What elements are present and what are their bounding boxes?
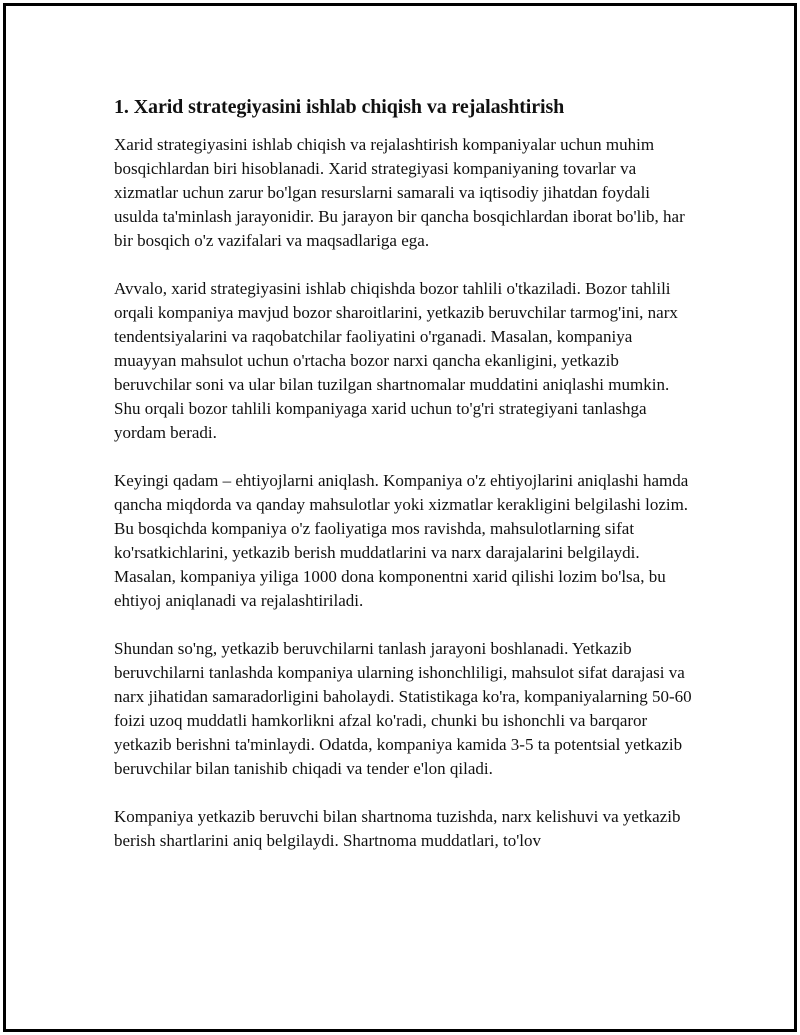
section-heading: 1. Xarid strategiyasini ishlab chiqish va rejalashtirish	[114, 96, 565, 118]
paragraph-2: Avvalo, xarid strategiyasini ishlab chiqishda bozor tahlili o'tkaziladi. Bozor tahlili orqali kompaniya mavjud bozor sharoitlarini, yetkazib beruvchilar tarmog'ini, narx tendentsiyalarini va raqobatchilar faoliyatini o'rganadi. Masalan, kompaniya muayyan mahsulot uchun o'rtacha bozor narxi qancha ekanligini, yetkazib beruvchilar soni va ular bilan tuzilgan shartnomalar muddatini aniqlashi mumkin. Shu orqali bozor tahlili kompaniyaga xarid uchun to'g'ri strategiyani tanlashga yordam beradi.	[114, 279, 678, 442]
document-body	[114, 93, 694, 877]
paragraph-3: Keyingi qadam – ehtiyojlarni aniqlash. Kompaniya o'z ehtiyojlarini aniqlashi hamda qancha miqdorda va qanday mahsulotlar yoki xizmatlar kerakligini belgilashi lozim. Bu bosqichda kompaniya o'z faoliyatiga mos ravishda, mahsulotlarning sifat ko'rsatkichlarini, yetkazib berish muddatlarini va narx darajalarini belgilaydi. Masalan, kompaniya yiliga 1000 dona komponentni xarid qilishi lozim bo'lsa, bu ehtiyoj aniqlanadi va rejalashtiriladi.	[114, 471, 689, 610]
paragraph-5: Kompaniya yetkazib beruvchi bilan shartnoma tuzishda, narx kelishuvi va yetkazib berish shartlarini aniq belgilaydi. Shartnoma muddatlari, to'lov	[114, 807, 681, 850]
paragraph-1: Xarid strategiyasini ishlab chiqish va rejalashtirish kompaniyalar uchun muhim bosqichlardan biri hisoblanadi. Xarid strategiyasi kompaniyaning tovarlar va xizmatlar uchun zarur bo'lgan resurslarni samarali va iqtisodiy jihatdan foydali usulda ta'minlash jarayonidir. Bu jarayon bir qancha bosqichlardan iborat bo'lib, har bir bosqich o'z vazifalari va maqsadlariga ega.	[114, 135, 685, 250]
paragraph-4: Shundan so'ng, yetkazib beruvchilarni tanlash jarayoni boshlanadi. Yetkazib beruvchilarni tanlashda kompaniya ularning ishonchliligi, mahsulot sifat darajasi va narx jihatidan samaradorligini baholaydi. Statistikaga ko'ra, kompaniyalarning 50-60 foizi uzoq muddatli hamkorlikni afzal ko'radi, chunki bu ishonchli va barqaror yetkazib berishni ta'minlaydi. Odatda, kompaniya kamida 3-5 ta potentsial yetkazib beruvchilar bilan tanishib chiqadi va tender e'lon qiladi.	[114, 639, 692, 778]
